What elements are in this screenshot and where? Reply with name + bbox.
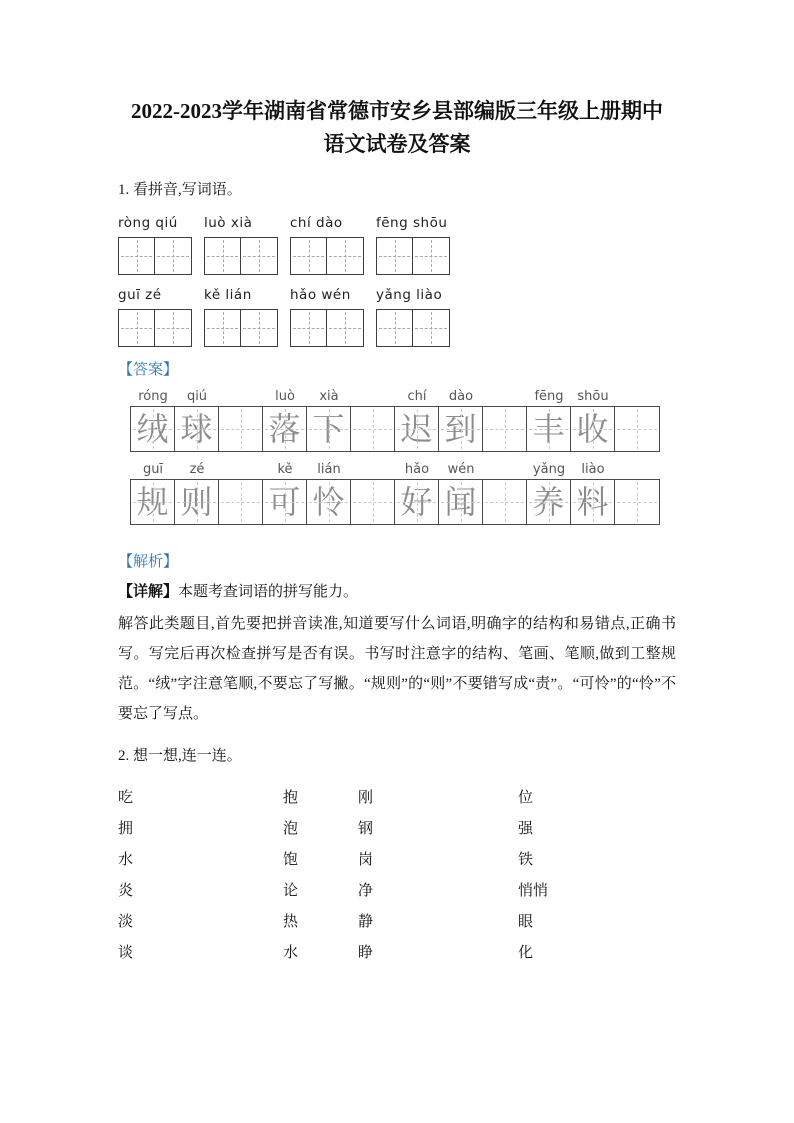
match-item: 吃	[118, 790, 134, 806]
answer-pinyin	[351, 462, 395, 477]
answer-grid-cell	[483, 407, 527, 451]
answer-grid-cell: 则	[175, 480, 219, 524]
question1-grid-row-1	[118, 215, 676, 275]
answer-grid-cell: 规	[131, 480, 175, 524]
answer-pinyin: yǎng	[532, 462, 566, 477]
writing-cell	[155, 238, 191, 274]
pinyin-word-group	[290, 287, 364, 347]
detail-label: 【详解】	[118, 584, 179, 600]
match-item: 位	[518, 790, 534, 806]
writing-cell	[327, 238, 363, 274]
match-row	[118, 874, 676, 905]
answer-figure	[130, 389, 676, 525]
match-item: 水	[118, 852, 134, 868]
writing-cell	[291, 310, 327, 346]
title-line-2: 语文试卷及答案	[323, 132, 471, 156]
writing-cell	[155, 310, 191, 346]
answer-pinyin: zé	[189, 462, 205, 477]
answer-pinyin	[483, 462, 527, 477]
answer-pinyin: róng	[138, 389, 168, 404]
answer-pinyin: shōu	[577, 389, 609, 404]
answer-label: 【答案】	[118, 362, 179, 378]
answer-pinyin: qiú	[186, 389, 208, 404]
pinyin-label: luò xià	[204, 215, 253, 231]
answer-pinyin	[351, 389, 395, 404]
answer-grid-cell: 收	[571, 407, 615, 451]
match-item: 强	[518, 821, 534, 837]
match-item: 淡	[118, 914, 134, 930]
answer-pinyin: kě	[277, 462, 293, 477]
writing-grid	[118, 237, 192, 275]
answer-grid-cell: 怜	[307, 480, 351, 524]
answer-pinyin: xià	[319, 389, 339, 404]
match-item: 谈	[118, 945, 134, 961]
match-item: 刚	[358, 790, 374, 806]
answer-grid-cell: 闻	[439, 480, 483, 524]
match-item: 论	[283, 883, 299, 899]
match-item: 拥	[118, 821, 134, 837]
writing-cell	[377, 310, 413, 346]
writing-cell	[327, 310, 363, 346]
answer-pinyin	[615, 389, 659, 404]
answer-grid-cell: 球	[175, 407, 219, 451]
answer-pinyin: fēng	[534, 389, 564, 404]
analysis-label: 【解析】	[118, 554, 179, 570]
writing-cell	[119, 310, 155, 346]
answer-pinyin: guī	[142, 462, 164, 477]
pinyin-word-group	[376, 287, 450, 347]
writing-cell	[241, 310, 277, 346]
pinyin-word-group	[290, 215, 364, 275]
answer-pinyin-row-2	[130, 462, 659, 477]
answer-pinyin	[219, 389, 263, 404]
pinyin-word-group	[118, 287, 192, 347]
match-item: 饱	[283, 852, 299, 868]
match-item: 岗	[358, 852, 374, 868]
writing-cell	[205, 310, 241, 346]
answer-grid-cell: 丰	[527, 407, 571, 451]
match-item: 净	[358, 883, 374, 899]
match-row	[118, 781, 676, 812]
match-row	[118, 936, 676, 967]
writing-grid	[376, 237, 450, 275]
match-item: 热	[283, 914, 299, 930]
match-row	[118, 905, 676, 936]
pinyin-label: ròng qiú	[118, 215, 178, 231]
answer-grid-cell: 落	[263, 407, 307, 451]
pinyin-label: chí dào	[290, 215, 343, 231]
match-item: 眼	[518, 914, 534, 930]
match-row	[118, 843, 676, 874]
match-item: 化	[518, 945, 534, 961]
answer-grid-cell	[351, 407, 395, 451]
writing-cell	[413, 310, 449, 346]
writing-cell	[119, 238, 155, 274]
analysis-detail-line	[118, 581, 676, 603]
answer-pinyin: wén	[447, 462, 475, 477]
answer-grid-cell	[483, 480, 527, 524]
pinyin-word-group	[118, 215, 192, 275]
question1-grid-row-2	[118, 287, 676, 347]
answer-pinyin: chí	[407, 389, 427, 404]
writing-cell	[377, 238, 413, 274]
match-item: 睁	[358, 945, 374, 961]
pinyin-label: hǎo wén	[290, 287, 351, 303]
analysis-paragraph: 解答此类题目,首先要把拼音读准,知道要写什么词语,明确字的结构和易错点,正确书写。写完后再次检查拼写是否有误。书写时注意字的结构、笔画、笔顺,做到工整规范。“绒”字注意笔顺,不要忘了写撇。“规则”的“则”不要错写成“责”。“可怜”的“怜”不要忘了写点。	[118, 616, 676, 722]
answer-grid-cell	[219, 407, 263, 451]
detail-intro: 本题考查词语的拼写能力。	[178, 584, 359, 600]
pinyin-label: guī zé	[118, 287, 162, 303]
match-item: 抱	[283, 790, 299, 806]
match-item: 静	[358, 914, 374, 930]
answer-grid-cell: 可	[263, 480, 307, 524]
answer-pinyin	[483, 389, 527, 404]
answer-pinyin: dào	[448, 389, 474, 404]
title-line-1: 2022-2023学年湖南省常德市安乡县部编版三年级上册期中	[131, 99, 663, 123]
pinyin-label: kě lián	[204, 287, 252, 303]
match-item: 悄悄	[518, 883, 549, 899]
answer-grid-cell	[615, 407, 659, 451]
answer-grid-cell: 养	[527, 480, 571, 524]
pinyin-word-group	[376, 215, 450, 275]
writing-cell	[205, 238, 241, 274]
answer-pinyin-row-1	[130, 389, 659, 404]
answer-pinyin: luò	[275, 389, 295, 404]
answer-grid-cell: 料	[571, 480, 615, 524]
question1-prompt: 1. 看拼音,写词语。	[118, 182, 242, 198]
pinyin-word-group	[204, 215, 278, 275]
answer-grid-cell	[219, 480, 263, 524]
answer-grid-cell	[615, 480, 659, 524]
matching-exercise	[118, 781, 676, 967]
answer-grid-cell: 到	[439, 407, 483, 451]
answer-pinyin: liào	[581, 462, 605, 477]
answer-grid-row-2	[130, 479, 660, 525]
match-item: 泡	[283, 821, 299, 837]
pinyin-label: yǎng liào	[376, 287, 443, 303]
writing-grid	[204, 237, 278, 275]
match-item: 铁	[518, 852, 534, 868]
document-title	[118, 95, 676, 161]
writing-grid	[376, 309, 450, 347]
answer-pinyin: hǎo	[404, 462, 430, 477]
answer-grid-row-1	[130, 406, 660, 452]
writing-grid	[290, 237, 364, 275]
pinyin-label: fēng shōu	[376, 215, 448, 231]
match-item: 钢	[358, 821, 374, 837]
writing-cell	[291, 238, 327, 274]
answer-grid-cell: 迟	[395, 407, 439, 451]
writing-grid	[118, 309, 192, 347]
match-row	[118, 812, 676, 843]
answer-pinyin	[615, 462, 659, 477]
writing-grid	[290, 309, 364, 347]
writing-grid	[204, 309, 278, 347]
answer-grid-cell: 下	[307, 407, 351, 451]
pinyin-word-group	[204, 287, 278, 347]
answer-pinyin	[219, 462, 263, 477]
match-item: 水	[283, 945, 299, 961]
answer-pinyin: lián	[317, 462, 341, 477]
answer-grid-cell	[351, 480, 395, 524]
match-item: 炎	[118, 883, 134, 899]
answer-grid-cell: 好	[395, 480, 439, 524]
question2-prompt: 2. 想一想,连一连。	[118, 748, 242, 764]
answer-grid-cell: 绒	[131, 407, 175, 451]
writing-cell	[241, 238, 277, 274]
writing-cell	[413, 238, 449, 274]
